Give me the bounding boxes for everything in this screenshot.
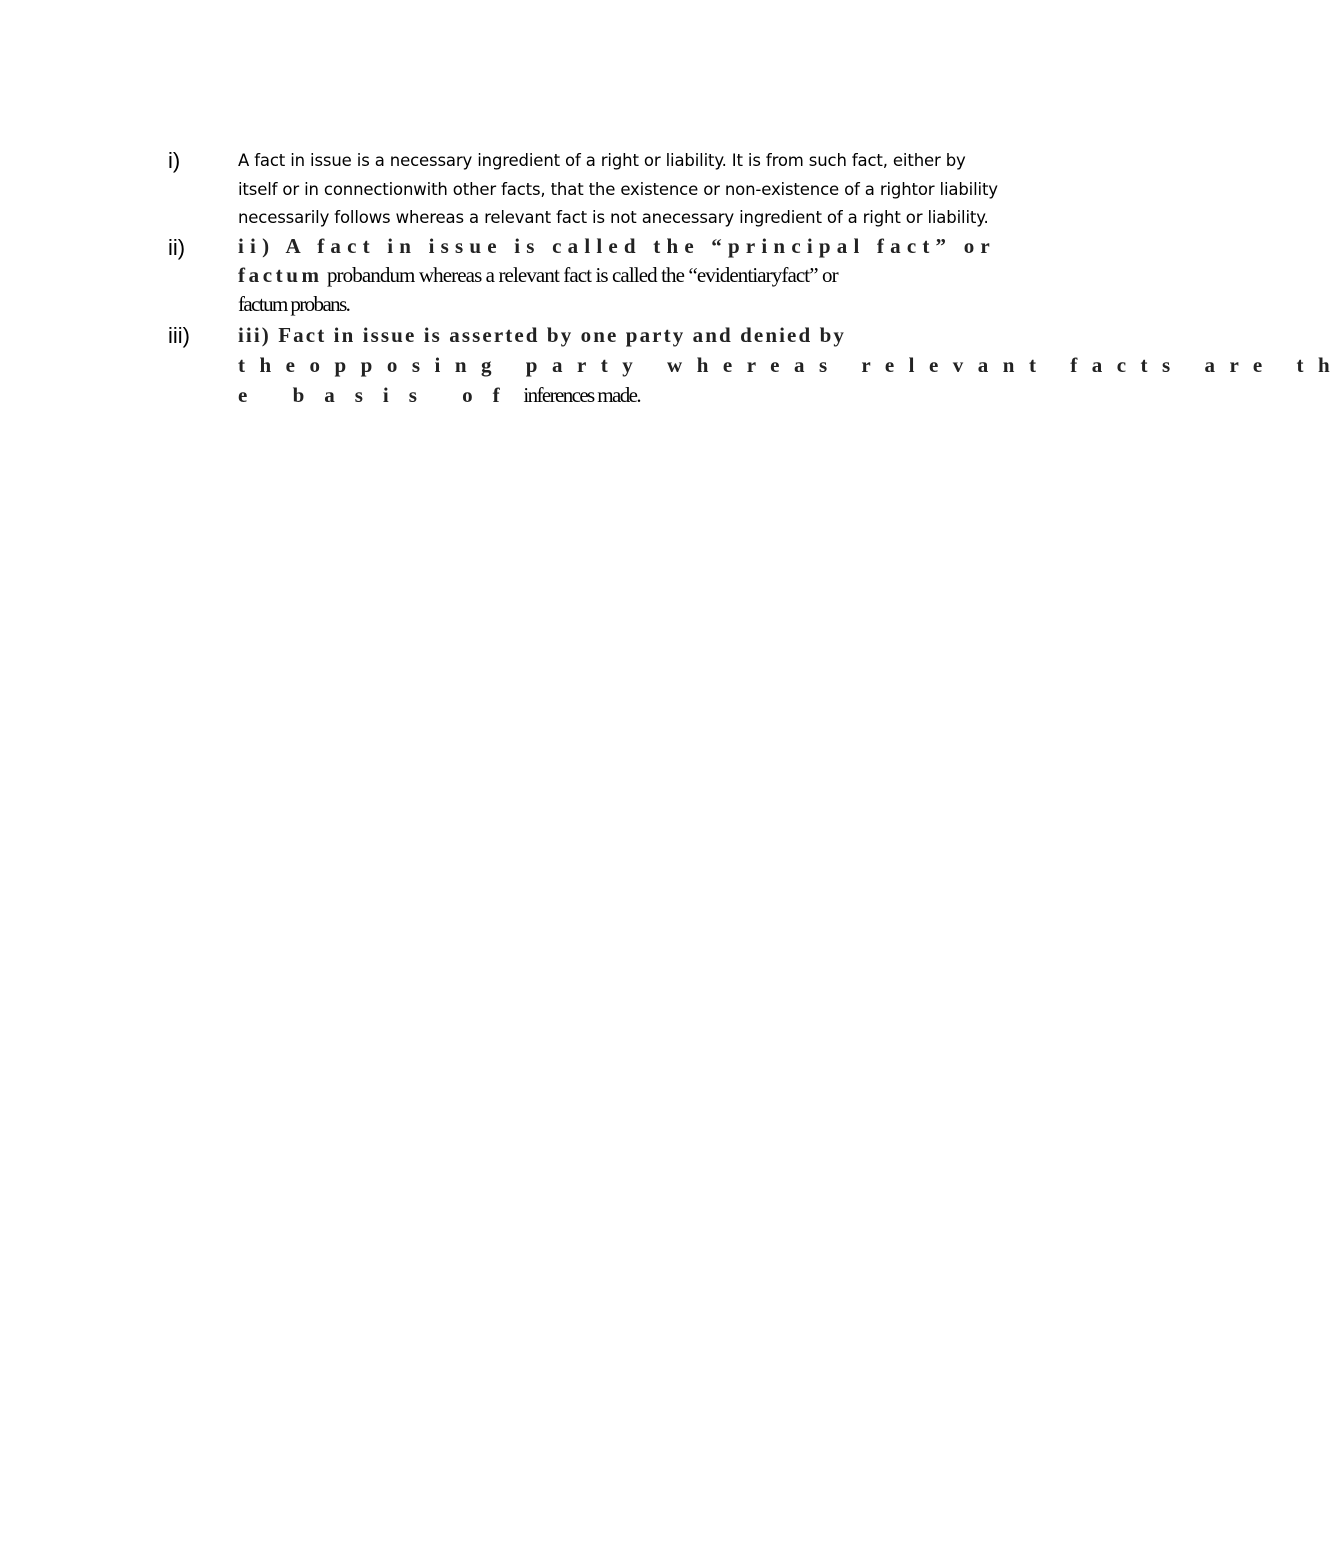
text-line (238, 261, 1068, 290)
text-line (238, 380, 1068, 410)
text-run: probandum whereas a relevant fact is called the “evidentiaryfact” or (322, 263, 838, 287)
list-marker: ii) (168, 235, 186, 260)
text-line: A fact in issue is a necessary ingredient of a right or liability. It is from such fact, either by (238, 151, 966, 170)
list-marker: i) (168, 148, 181, 173)
list-item-text (238, 320, 1344, 410)
text-run: inferences made. (519, 383, 640, 407)
text-line: necessarily follows whereas a relevant fact is not anecessary ingredient of a right or liability. (238, 208, 989, 227)
text-run: factum (238, 263, 323, 287)
text-run: e basis of (238, 383, 520, 407)
list-item-text (238, 232, 1068, 319)
text-line: iii) Fact in issue is asserted by one party and denied by (238, 323, 846, 347)
text-line: factum probans. (238, 292, 350, 316)
text-line: ii) A fact in issue is called the “principal fact” or (238, 234, 996, 258)
text-line: theopposing party whereas relevant facts are th (238, 353, 1344, 377)
list-marker: iii) (168, 323, 190, 348)
list-item-text (238, 147, 1068, 233)
text-line: itself or in connectionwith other facts, that the existence or non-existence of a rightor liability (238, 179, 998, 199)
